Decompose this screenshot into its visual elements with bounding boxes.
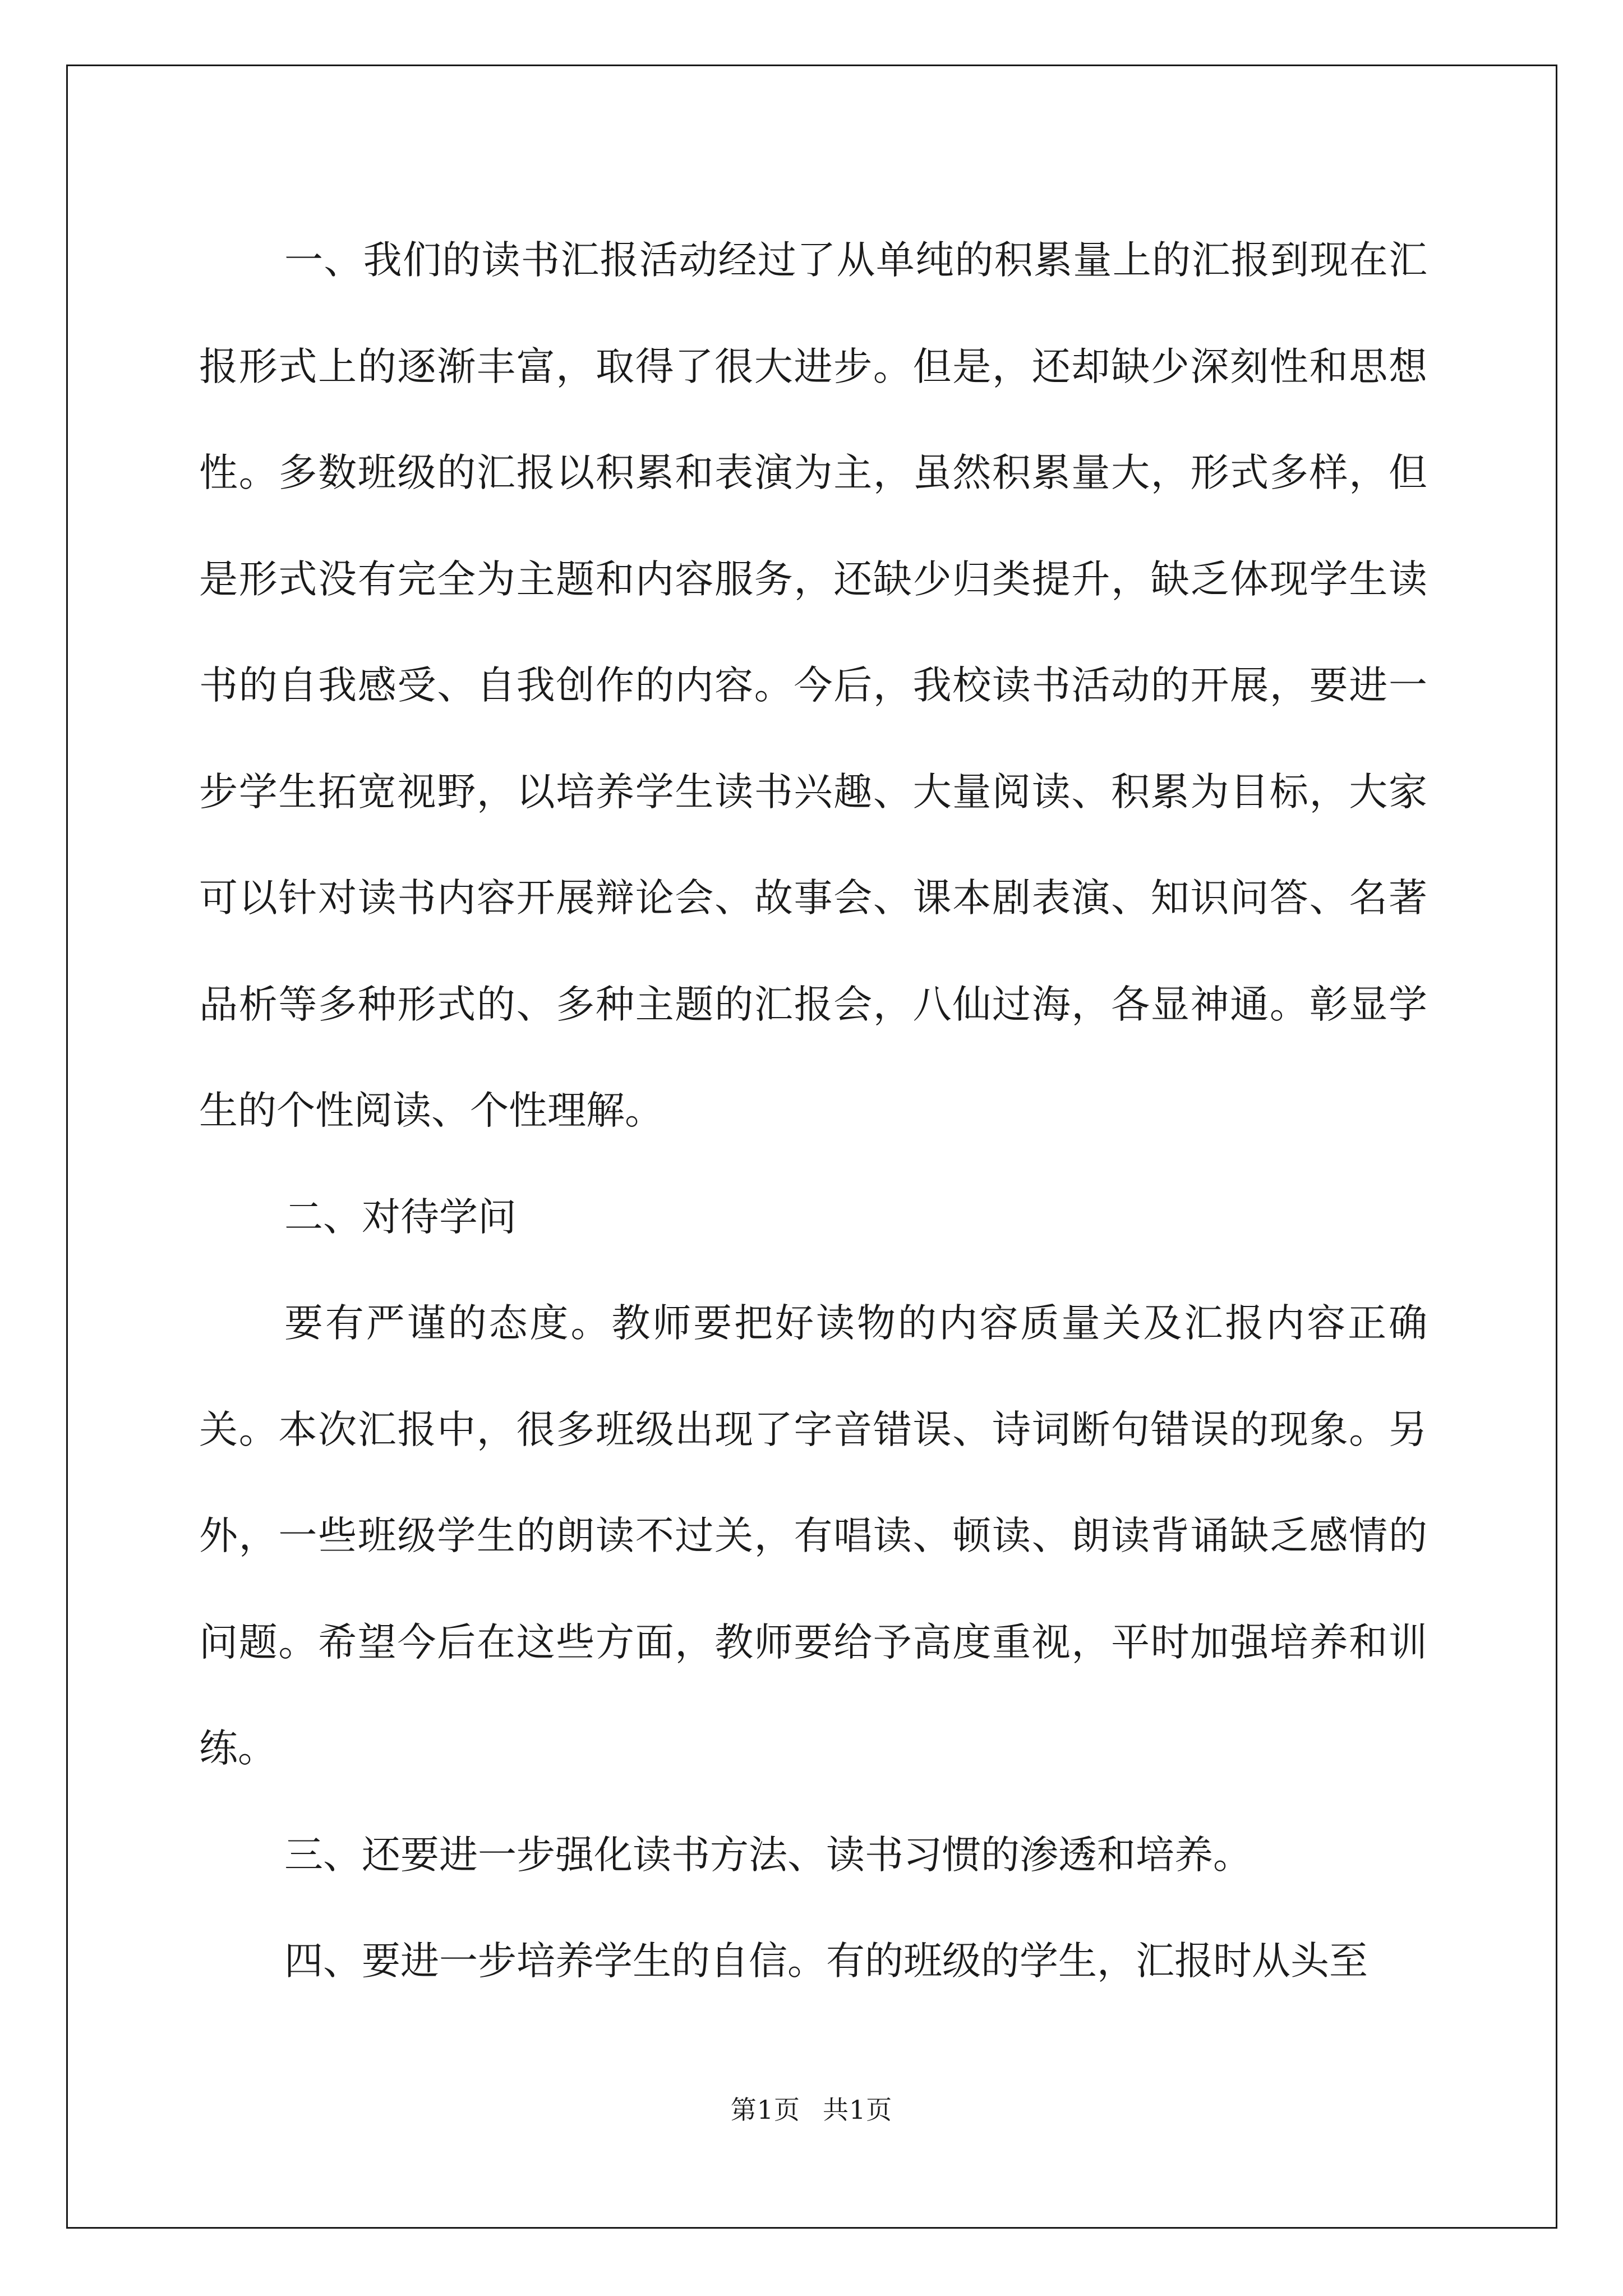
paragraph-4: 三、还要进一步强化读书方法、读书习惯的渗透和培养。 — [284, 1832, 1252, 1878]
paragraph-3: 要有严谨的态度。教师要把好读物的内容质量关及汇报内容正确关。本次汇报中，很多班级出现了字音错误、诗词断句错误的现象。另外，一些班级学生的朗读不过关，有唱读、顿读、朗读背诵缺乏感情的问题。希望今后在这些方面，教师要给予高度重视，平时加强培养和训练。 — [199, 1301, 1427, 1771]
page-number: 第1页 — [730, 2095, 800, 2125]
total-pages: 共1页 — [823, 2095, 893, 2125]
paragraph-5: 四、要进一步培养学生的自信。有的班级的学生，汇报时从头至 — [284, 1939, 1368, 1984]
page-footer — [0, 2090, 1623, 2127]
paragraph-2-heading: 二、对待学问 — [284, 1194, 517, 1240]
paragraph-1: 一、我们的读书汇报活动经过了从单纯的积累量上的汇报到现在汇报形式上的逐渐丰富，取得了很大进步。但是，还却缺少深刻性和思想性。多数班级的汇报以积累和表演为主，虽然积累量大，形式多样，但是形式没有完全为主题和内容服务，还缺少归类提升，缺乏体现学生读书的自我感受、自我创作的内容。今后，我校读书活动的开展，要进一步学生拓宽视野，以培养学生读书兴趣、大量阅读、积累为目标，大家可以针对读书内容开展辩论会、故事会、课本剧表演、知识问答、名著品析等多种形式的、多种主题的汇报会，八仙过海，各显神通。彰显学生的个性阅读、个性理解。 — [199, 238, 1427, 1133]
document-body — [199, 208, 1427, 2015]
